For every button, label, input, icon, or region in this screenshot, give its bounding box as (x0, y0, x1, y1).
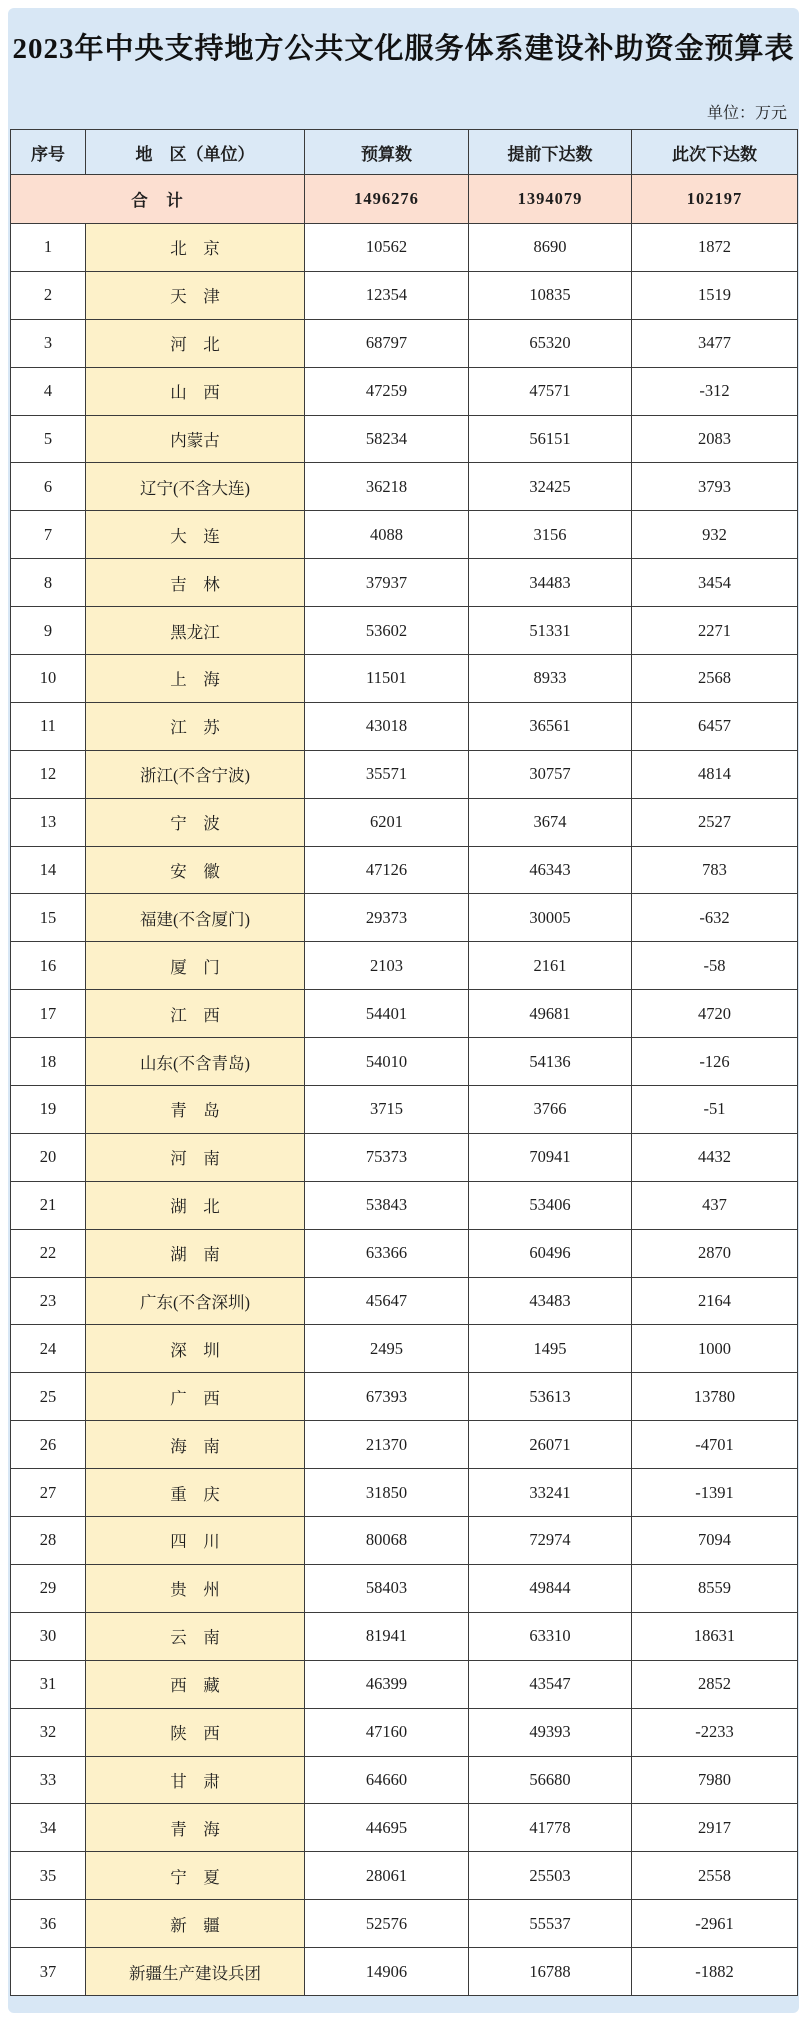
table-row (11, 750, 798, 798)
advance-cell: 8933 (469, 655, 632, 703)
budget-cell: 2103 (305, 942, 469, 990)
budget-cell: 81941 (305, 1612, 469, 1660)
region-cell: 贵 州 (86, 1564, 305, 1612)
region-cell: 北 京 (86, 224, 305, 272)
region-cell: 江 苏 (86, 702, 305, 750)
table-row (11, 702, 798, 750)
row-index-cell: 5 (11, 415, 86, 463)
row-index-cell: 11 (11, 702, 86, 750)
table-row (11, 894, 798, 942)
row-index-cell: 8 (11, 559, 86, 607)
advance-cell: 10835 (469, 271, 632, 319)
budget-cell: 54401 (305, 990, 469, 1038)
advance-cell: 30757 (469, 750, 632, 798)
budget-cell: 58403 (305, 1564, 469, 1612)
row-index-cell: 22 (11, 1229, 86, 1277)
advance-cell: 70941 (469, 1133, 632, 1181)
current-cell: 1872 (632, 224, 798, 272)
current-cell: 18631 (632, 1612, 798, 1660)
region-cell: 江 西 (86, 990, 305, 1038)
current-cell: 13780 (632, 1373, 798, 1421)
column-header-current: 此次下达数 (632, 130, 798, 175)
current-cell: 3454 (632, 559, 798, 607)
row-index-cell: 2 (11, 271, 86, 319)
region-cell: 海 南 (86, 1421, 305, 1469)
budget-cell: 21370 (305, 1421, 469, 1469)
advance-cell: 16788 (469, 1948, 632, 1996)
advance-cell: 54136 (469, 1038, 632, 1086)
table-row (11, 1325, 798, 1373)
current-cell: 2870 (632, 1229, 798, 1277)
current-cell: 2568 (632, 655, 798, 703)
advance-cell: 49844 (469, 1564, 632, 1612)
current-cell: 2164 (632, 1277, 798, 1325)
current-cell: -51 (632, 1086, 798, 1134)
table-row (11, 1181, 798, 1229)
advance-cell: 26071 (469, 1421, 632, 1469)
advance-cell: 30005 (469, 894, 632, 942)
region-cell: 甘 肃 (86, 1756, 305, 1804)
budget-cell: 52576 (305, 1900, 469, 1948)
budget-cell: 63366 (305, 1229, 469, 1277)
advance-cell: 65320 (469, 319, 632, 367)
region-cell: 广东(不含深圳) (86, 1277, 305, 1325)
total-advance-cell: 1394079 (469, 175, 632, 224)
region-cell: 河 南 (86, 1133, 305, 1181)
advance-cell: 8690 (469, 224, 632, 272)
region-cell: 上 海 (86, 655, 305, 703)
table-row (11, 367, 798, 415)
table-row (11, 1229, 798, 1277)
table-body (11, 224, 798, 1996)
row-index-cell: 7 (11, 511, 86, 559)
row-index-cell: 13 (11, 798, 86, 846)
region-cell: 广 西 (86, 1373, 305, 1421)
column-header-no: 序号 (11, 130, 86, 175)
budget-cell: 46399 (305, 1660, 469, 1708)
table-row (11, 1804, 798, 1852)
region-cell: 重 庆 (86, 1469, 305, 1517)
column-header-region: 地 区（单位） (86, 130, 305, 175)
table-row (11, 1421, 798, 1469)
row-index-cell: 17 (11, 990, 86, 1038)
current-cell: 7980 (632, 1756, 798, 1804)
advance-cell: 34483 (469, 559, 632, 607)
row-index-cell: 6 (11, 463, 86, 511)
budget-cell: 80068 (305, 1517, 469, 1565)
region-cell: 西 藏 (86, 1660, 305, 1708)
row-index-cell: 10 (11, 655, 86, 703)
budget-cell: 47259 (305, 367, 469, 415)
budget-cell: 2495 (305, 1325, 469, 1373)
current-cell: -2233 (632, 1708, 798, 1756)
region-cell: 云 南 (86, 1612, 305, 1660)
current-cell: 3793 (632, 463, 798, 511)
advance-cell: 53406 (469, 1181, 632, 1229)
budget-cell: 11501 (305, 655, 469, 703)
current-cell: 1000 (632, 1325, 798, 1373)
table-row (11, 655, 798, 703)
row-index-cell: 21 (11, 1181, 86, 1229)
table-row (11, 463, 798, 511)
advance-cell: 3156 (469, 511, 632, 559)
advance-cell: 60496 (469, 1229, 632, 1277)
region-cell: 黑龙江 (86, 607, 305, 655)
budget-cell: 75373 (305, 1133, 469, 1181)
row-index-cell: 30 (11, 1612, 86, 1660)
region-cell: 山东(不含青岛) (86, 1038, 305, 1086)
current-cell: 2083 (632, 415, 798, 463)
budget-cell: 6201 (305, 798, 469, 846)
row-index-cell: 18 (11, 1038, 86, 1086)
row-index-cell: 29 (11, 1564, 86, 1612)
current-cell: 8559 (632, 1564, 798, 1612)
region-cell: 内蒙古 (86, 415, 305, 463)
current-cell: -58 (632, 942, 798, 990)
budget-cell: 29373 (305, 894, 469, 942)
advance-cell: 49681 (469, 990, 632, 1038)
table-row (11, 798, 798, 846)
region-cell: 青 岛 (86, 1086, 305, 1134)
budget-table (10, 129, 798, 1996)
row-index-cell: 25 (11, 1373, 86, 1421)
row-index-cell: 32 (11, 1708, 86, 1756)
table-row (11, 846, 798, 894)
budget-cell: 58234 (305, 415, 469, 463)
current-cell: -632 (632, 894, 798, 942)
advance-cell: 3766 (469, 1086, 632, 1134)
total-label: 合 计 (11, 175, 305, 224)
row-index-cell: 33 (11, 1756, 86, 1804)
budget-cell: 67393 (305, 1373, 469, 1421)
table-row (11, 1708, 798, 1756)
row-index-cell: 31 (11, 1660, 86, 1708)
current-cell: 2917 (632, 1804, 798, 1852)
current-cell: 2558 (632, 1852, 798, 1900)
row-index-cell: 9 (11, 607, 86, 655)
row-index-cell: 4 (11, 367, 86, 415)
current-cell: 2852 (632, 1660, 798, 1708)
table-row (11, 1277, 798, 1325)
table-row (11, 1517, 798, 1565)
advance-cell: 56151 (469, 415, 632, 463)
budget-cell: 3715 (305, 1086, 469, 1134)
row-index-cell: 1 (11, 224, 86, 272)
budget-cell: 35571 (305, 750, 469, 798)
current-cell: 6457 (632, 702, 798, 750)
current-cell: -4701 (632, 1421, 798, 1469)
row-index-cell: 16 (11, 942, 86, 990)
region-cell: 山 西 (86, 367, 305, 415)
region-cell: 天 津 (86, 271, 305, 319)
advance-cell: 72974 (469, 1517, 632, 1565)
budget-cell: 47160 (305, 1708, 469, 1756)
region-cell: 辽宁(不含大连) (86, 463, 305, 511)
budget-cell: 54010 (305, 1038, 469, 1086)
budget-cell: 28061 (305, 1852, 469, 1900)
advance-cell: 33241 (469, 1469, 632, 1517)
budget-cell: 45647 (305, 1277, 469, 1325)
row-index-cell: 27 (11, 1469, 86, 1517)
row-index-cell: 34 (11, 1804, 86, 1852)
budget-cell: 14906 (305, 1948, 469, 1996)
region-cell: 吉 林 (86, 559, 305, 607)
budget-cell: 36218 (305, 463, 469, 511)
advance-cell: 56680 (469, 1756, 632, 1804)
advance-cell: 25503 (469, 1852, 632, 1900)
region-cell: 河 北 (86, 319, 305, 367)
current-cell: 1519 (632, 271, 798, 319)
current-cell: 2527 (632, 798, 798, 846)
table-row (11, 1948, 798, 1996)
row-index-cell: 35 (11, 1852, 86, 1900)
table-row (11, 1756, 798, 1804)
budget-cell: 53843 (305, 1181, 469, 1229)
region-cell: 青 海 (86, 1804, 305, 1852)
table-row (11, 1852, 798, 1900)
budget-cell: 64660 (305, 1756, 469, 1804)
advance-cell: 49393 (469, 1708, 632, 1756)
budget-cell: 43018 (305, 702, 469, 750)
row-index-cell: 26 (11, 1421, 86, 1469)
budget-cell: 4088 (305, 511, 469, 559)
region-cell: 深 圳 (86, 1325, 305, 1373)
current-cell: 3477 (632, 319, 798, 367)
advance-cell: 51331 (469, 607, 632, 655)
region-cell: 湖 北 (86, 1181, 305, 1229)
column-header-budget: 预算数 (305, 130, 469, 175)
row-index-cell: 3 (11, 319, 86, 367)
budget-cell: 53602 (305, 607, 469, 655)
current-cell: 4720 (632, 990, 798, 1038)
table-row (11, 1660, 798, 1708)
table-row (11, 224, 798, 272)
unit-label: 单位：万元 (706, 105, 787, 122)
region-cell: 福建(不含厦门) (86, 894, 305, 942)
table-row (11, 319, 798, 367)
table-row (11, 1373, 798, 1421)
region-cell: 安 徽 (86, 846, 305, 894)
current-cell: 437 (632, 1181, 798, 1229)
advance-cell: 55537 (469, 1900, 632, 1948)
current-cell: 4432 (632, 1133, 798, 1181)
current-cell: 4814 (632, 750, 798, 798)
row-index-cell: 14 (11, 846, 86, 894)
current-cell: -126 (632, 1038, 798, 1086)
budget-cell: 12354 (305, 271, 469, 319)
region-cell: 新疆生产建设兵团 (86, 1948, 305, 1996)
current-cell: -1882 (632, 1948, 798, 1996)
advance-cell: 47571 (469, 367, 632, 415)
region-cell: 湖 南 (86, 1229, 305, 1277)
table-row (11, 1038, 798, 1086)
budget-sheet (8, 8, 799, 2013)
region-cell: 厦 门 (86, 942, 305, 990)
budget-cell: 31850 (305, 1469, 469, 1517)
table-row (11, 1900, 798, 1948)
region-cell: 四 川 (86, 1517, 305, 1565)
advance-cell: 1495 (469, 1325, 632, 1373)
row-index-cell: 24 (11, 1325, 86, 1373)
advance-cell: 32425 (469, 463, 632, 511)
row-index-cell: 37 (11, 1948, 86, 1996)
advance-cell: 43547 (469, 1660, 632, 1708)
row-index-cell: 15 (11, 894, 86, 942)
region-cell: 宁 波 (86, 798, 305, 846)
advance-cell: 36561 (469, 702, 632, 750)
budget-cell: 10562 (305, 224, 469, 272)
budget-cell: 44695 (305, 1804, 469, 1852)
budget-cell: 47126 (305, 846, 469, 894)
current-cell: -1391 (632, 1469, 798, 1517)
region-cell: 宁 夏 (86, 1852, 305, 1900)
current-cell: 7094 (632, 1517, 798, 1565)
row-index-cell: 20 (11, 1133, 86, 1181)
region-cell: 新 疆 (86, 1900, 305, 1948)
table-row (11, 1133, 798, 1181)
table-row (11, 1612, 798, 1660)
header-row (11, 130, 798, 175)
row-index-cell: 23 (11, 1277, 86, 1325)
table-row (11, 559, 798, 607)
current-cell: 2271 (632, 607, 798, 655)
region-cell: 陕 西 (86, 1708, 305, 1756)
table-row (11, 1469, 798, 1517)
region-cell: 浙江(不含宁波) (86, 750, 305, 798)
current-cell: 783 (632, 846, 798, 894)
table-row (11, 1086, 798, 1134)
current-cell: -2961 (632, 1900, 798, 1948)
budget-cell: 68797 (305, 319, 469, 367)
current-cell: 932 (632, 511, 798, 559)
row-index-cell: 36 (11, 1900, 86, 1948)
column-header-advance: 提前下达数 (469, 130, 632, 175)
advance-cell: 2161 (469, 942, 632, 990)
table-row (11, 511, 798, 559)
advance-cell: 46343 (469, 846, 632, 894)
advance-cell: 3674 (469, 798, 632, 846)
advance-cell: 43483 (469, 1277, 632, 1325)
advance-cell: 53613 (469, 1373, 632, 1421)
page-title: 2023年中央支持地方公共文化服务体系建设补助资金预算表 (12, 33, 795, 65)
table-row (11, 942, 798, 990)
total-current-cell: 102197 (632, 175, 798, 224)
budget-cell: 37937 (305, 559, 469, 607)
row-index-cell: 19 (11, 1086, 86, 1134)
advance-cell: 63310 (469, 1612, 632, 1660)
row-index-cell: 28 (11, 1517, 86, 1565)
current-cell: -312 (632, 367, 798, 415)
table-row (11, 607, 798, 655)
row-index-cell: 12 (11, 750, 86, 798)
advance-cell: 41778 (469, 1804, 632, 1852)
region-cell: 大 连 (86, 511, 305, 559)
total-row (11, 175, 798, 224)
table-row (11, 271, 798, 319)
total-budget-cell: 1496276 (305, 175, 469, 224)
table-row (11, 1564, 798, 1612)
table-row (11, 990, 798, 1038)
table-row (11, 415, 798, 463)
